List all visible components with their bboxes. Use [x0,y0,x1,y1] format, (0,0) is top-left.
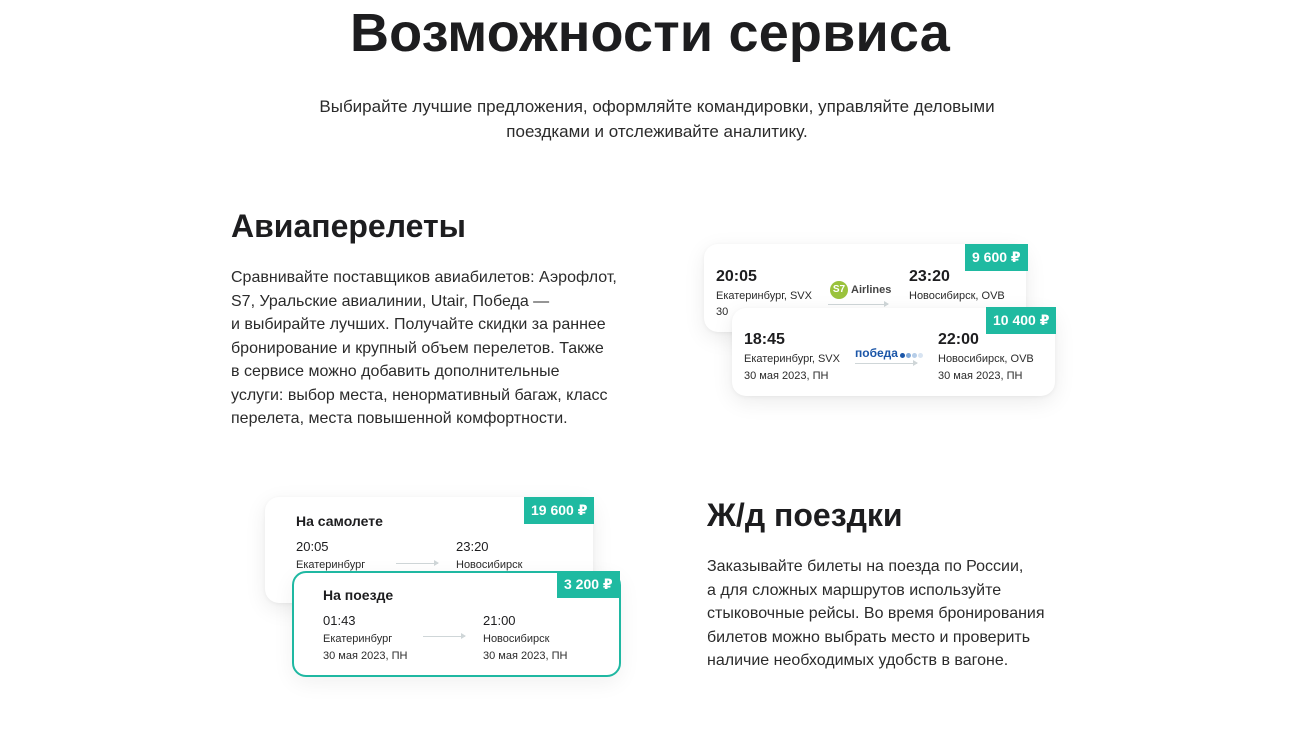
page-subtitle-line-1: Выбирайте лучшие предложения, оформляйте командировки, управляйте деловыми [319,97,995,116]
departure-time: 18:45 [744,331,785,348]
flights-description-line: Сравнивайте поставщиков авиабилетов: Аэрофлот, [231,269,617,286]
trains-description-line: а для сложных маршрутов используйте [707,581,1002,599]
trains-description-line: стыковочные рейсы. Во время бронирования [707,605,1045,622]
departure-city: Екатеринбург, SVX [716,290,812,302]
departure-city: Екатеринбург [323,633,393,645]
arrival-date: 30 мая 2023, ПН [938,370,1023,382]
flights-description-line: услуги: выбор места, ненормативный багаж, класс [231,386,608,404]
trains-description [707,555,1045,673]
arrival-city: Новосибирск [483,633,550,645]
departure-date: 30 [716,306,729,318]
airline-name: победа [855,346,898,360]
price-badge: 19 600 ₽ [524,497,594,524]
pobeda-dots-icon [899,347,923,361]
page-subtitle [300,94,1014,144]
departure-time: 20:05 [296,539,329,554]
flights-description-line: и выбирайте лучших. Получайте скидки за раннее [231,316,606,333]
s7-airlines-logo [830,281,891,299]
arrival-time: 22:00 [938,331,979,348]
flights-description [231,266,617,431]
arrival-city: Новосибирск [456,559,523,571]
departure-date: 30 мая 2023, ПН [744,370,829,382]
arrival-city: Новосибирск, OVB [938,353,1034,365]
option-title: На самолете [296,513,383,529]
s7-logo-icon: S7 [830,281,848,299]
page-title: Возможности сервиса [349,3,951,63]
price-badge: 9 600 ₽ [965,244,1028,271]
arrival-city: Новосибирск, OVB [909,290,1005,302]
departure-time: 20:05 [716,268,757,285]
trains-description-line: наличие необходимых удобств в вагоне. [707,652,1009,669]
route-arrow-icon [828,304,888,305]
pobeda-logo [855,346,923,361]
trains-description-line: билетов можно выбрать место и проверить [707,628,1031,646]
arrival-date: 30 мая 2023, ПН [483,650,568,662]
route-arrow-icon [855,363,917,364]
option-title: На поезде [323,587,394,603]
flights-description-line: перелета, места повышенной комфортности. [231,410,568,427]
trains-heading: Ж/д поездки [707,497,903,533]
flights-description-line: S7, Уральские авиалинии, Utair, Победа — [231,292,550,310]
arrival-time: 23:20 [456,539,489,554]
flights-heading: Авиаперелеты [231,208,466,244]
trains-description-line: Заказывайте билеты на поезда по России, [707,558,1024,575]
flights-description-line: бронирование и крупный объем перелетов. Также [231,339,604,357]
departure-city: Екатеринбург, SVX [744,353,840,365]
flights-description-line: в сервисе можно добавить дополнительные [231,363,560,380]
price-badge: 3 200 ₽ [557,571,620,598]
price-badge: 10 400 ₽ [986,307,1056,334]
departure-city: Екатеринбург [296,559,366,571]
airline-name: Airlines [851,284,892,296]
page-subtitle-line-2: поездками и отслеживайте аналитику. [506,122,808,141]
route-arrow-icon [423,636,465,637]
arrival-time: 23:20 [909,268,950,285]
route-arrow-icon [396,563,438,564]
departure-time: 01:43 [323,613,356,628]
departure-date: 30 мая 2023, ПН [323,650,408,662]
arrival-time: 21:00 [483,613,516,628]
